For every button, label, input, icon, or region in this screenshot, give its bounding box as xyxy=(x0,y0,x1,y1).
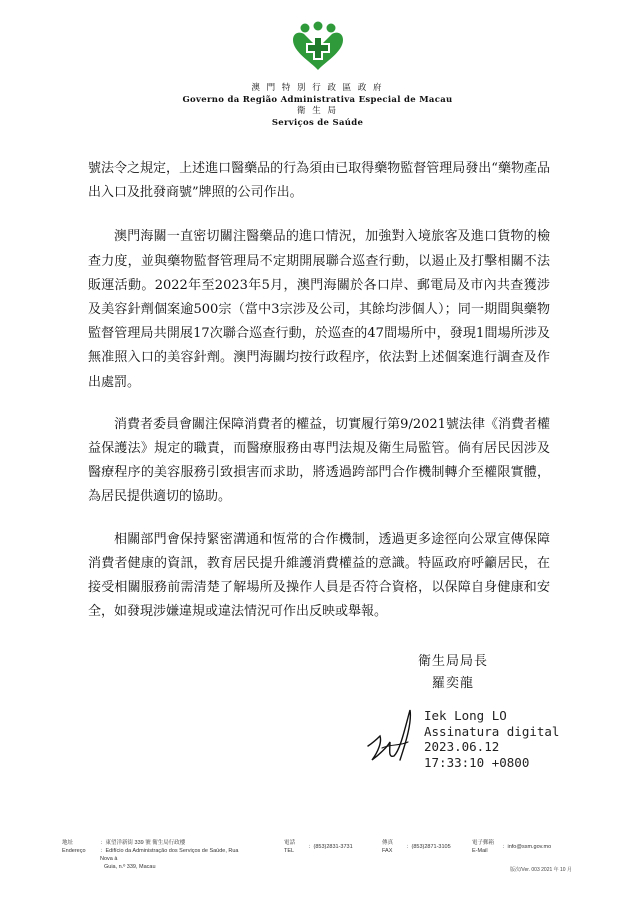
signatory-title: 衛生局局長 xyxy=(418,654,489,669)
digital-signature-date: 2023.06.12 xyxy=(424,739,500,754)
digital-signature-label: Assinatura digital xyxy=(424,723,560,739)
handwritten-signature xyxy=(360,702,428,768)
digital-signer-name: Iek Long LO xyxy=(424,708,507,723)
footer-address-label-zh: 地址 xyxy=(62,840,74,846)
footer-address xyxy=(100,839,248,871)
footer-tel-label-zh: 電話 xyxy=(284,840,296,846)
footer-tel: ：(853)2831-3731 xyxy=(308,844,353,850)
footer-fax: ：(853)2871-3105 xyxy=(406,844,451,850)
footer-fax-label-zh: 傳真 xyxy=(382,840,394,846)
digital-signature-time: 17:33:10 +0800 xyxy=(424,754,530,770)
footer-address-zh: ：東望洋新街 339 號 衛生局行政樓 xyxy=(100,840,186,846)
footer-address-pt-1: ：Edifício da Administração dos Serviços de Saúde, Rua Nova à xyxy=(100,848,239,862)
letterhead xyxy=(0,20,635,129)
header-bureau-pt: Serviços de Saúde xyxy=(271,117,364,128)
footer-tel-label-pt: TEL xyxy=(284,848,295,854)
footer-address-labels xyxy=(62,839,86,855)
paragraph-1: 號法令之規定，上述進口醫藥品的行為須由已取得藥物監督管理局發出“藥物產品出入口及批發商號”牌照的公司作出。 xyxy=(88,161,550,201)
footer-tel-labels xyxy=(284,839,295,855)
paragraph-3: 消費者委員會關注保障消費者的權益，切實履行第9/2021號法律《消費者權益保護法》規定的職責，而醫療服務由專門法規及衛生局監管。倘有居民因涉及醫療程序的美容服務引致損害而求助，將透過跨部門合作機制轉介至權限實體，為居民提供適切的協助。 xyxy=(88,416,550,505)
footer-email-labels xyxy=(472,839,494,855)
footer-email[interactable]: ：info@ssm.gov.mo xyxy=(502,844,552,850)
health-bureau-logo xyxy=(289,20,347,72)
letter-body xyxy=(88,157,550,642)
footer-fax-label-pt: FAX xyxy=(382,848,393,854)
paragraph-4: 相關部門會保持緊密溝通和恆常的合作機制，透過更多途徑向公眾宣傳保障消費者健康的資訊，教育居民提升維護消費權益的意識。特區政府呼籲居民，在接受相關服務前需清楚了解場所及操作人員是否符合資格，以保障自身健康和安全，如發現涉嫌違規或違法情況可作出反映或舉報。 xyxy=(88,531,550,620)
version-label: 版次/Ver. 003 2021 年 10 月 xyxy=(510,867,572,873)
signatory-name: 羅奕龍 xyxy=(432,676,475,691)
footer-address-label-pt: Endereço xyxy=(62,848,86,854)
paragraph-2: 澳門海關一直密切關注醫藥品的進口情況，加強對入境旅客及進口貨物的檢查力度，並與藥物監督管理局不定期開展聯合巡查行動，以遏止及打擊相關不法販運活動。2022年至2023年5月，澳門海關於各口岸、郵電局及市內共查獲涉及美容針劑個案逾500宗（當中3宗涉及公司，其餘均涉個人）；同一期間與藥物監督管理局共開展17次聯合巡查行動，於巡查的47間場所中，發現1間場所涉及無准照入口的美容針劑。澳門海關均按行政程序，依法對上述個案進行調查及作出處罰。 xyxy=(88,229,550,390)
footer-email-label-zh: 電子郵箱 xyxy=(472,840,495,846)
footer-email-label-pt: E-Mail xyxy=(472,848,488,854)
footer-address-pt-2: Guia, n.º 339, Macau xyxy=(104,864,156,870)
header-government-pt: Governo da Região Administrativa Especial de Macau xyxy=(182,94,453,105)
footer-fax-labels xyxy=(382,839,393,855)
header-government-zh: 澳 門 特 別 行 政 區 政 府 xyxy=(251,83,384,93)
digital-signature-block xyxy=(424,708,559,770)
header-bureau-zh: 衛 生 局 xyxy=(297,106,338,116)
